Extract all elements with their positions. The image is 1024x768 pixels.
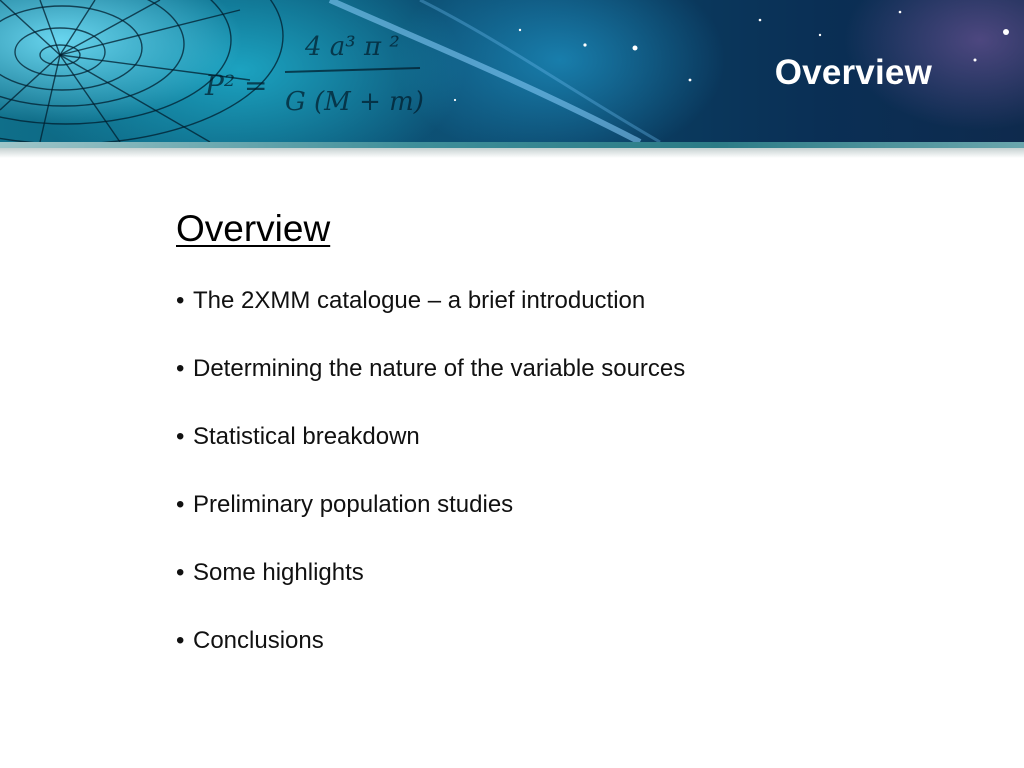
slide-content: [176, 206, 936, 694]
slide-title: Overview: [774, 53, 932, 92]
bullet-icon: •: [176, 355, 185, 382]
header-banner: [0, 0, 1024, 142]
list-item-label: Statistical breakdown: [193, 423, 420, 450]
list-item: [176, 354, 936, 384]
list-item: [176, 422, 936, 452]
svg-text:G (M + m): G (M + m): [285, 87, 424, 117]
svg-text:4 a³ π ²: 4 a³ π ²: [305, 32, 400, 62]
list-item-label: Preliminary population studies: [193, 491, 514, 518]
bullet-list: [176, 286, 936, 656]
bullet-icon: •: [176, 559, 185, 586]
list-item: [176, 286, 936, 316]
list-item-label: The 2XMM catalogue – a brief introduction: [193, 287, 646, 314]
svg-text:P² =: P² =: [205, 69, 268, 102]
list-item: [176, 626, 936, 656]
bullet-icon: •: [176, 287, 185, 314]
bullet-icon: •: [176, 423, 185, 450]
list-item-label: Some highlights: [193, 559, 364, 586]
bullet-icon: •: [176, 491, 185, 518]
list-item: [176, 490, 936, 520]
content-heading: Overview: [176, 208, 331, 249]
list-item-label: Conclusions: [193, 627, 324, 654]
bullet-icon: •: [176, 627, 185, 654]
list-item-label: Determining the nature of the variable sources: [193, 355, 686, 382]
header-shadow: [0, 148, 1024, 158]
list-item: [176, 558, 936, 588]
kepler-formula-graphic: [204, 32, 424, 117]
